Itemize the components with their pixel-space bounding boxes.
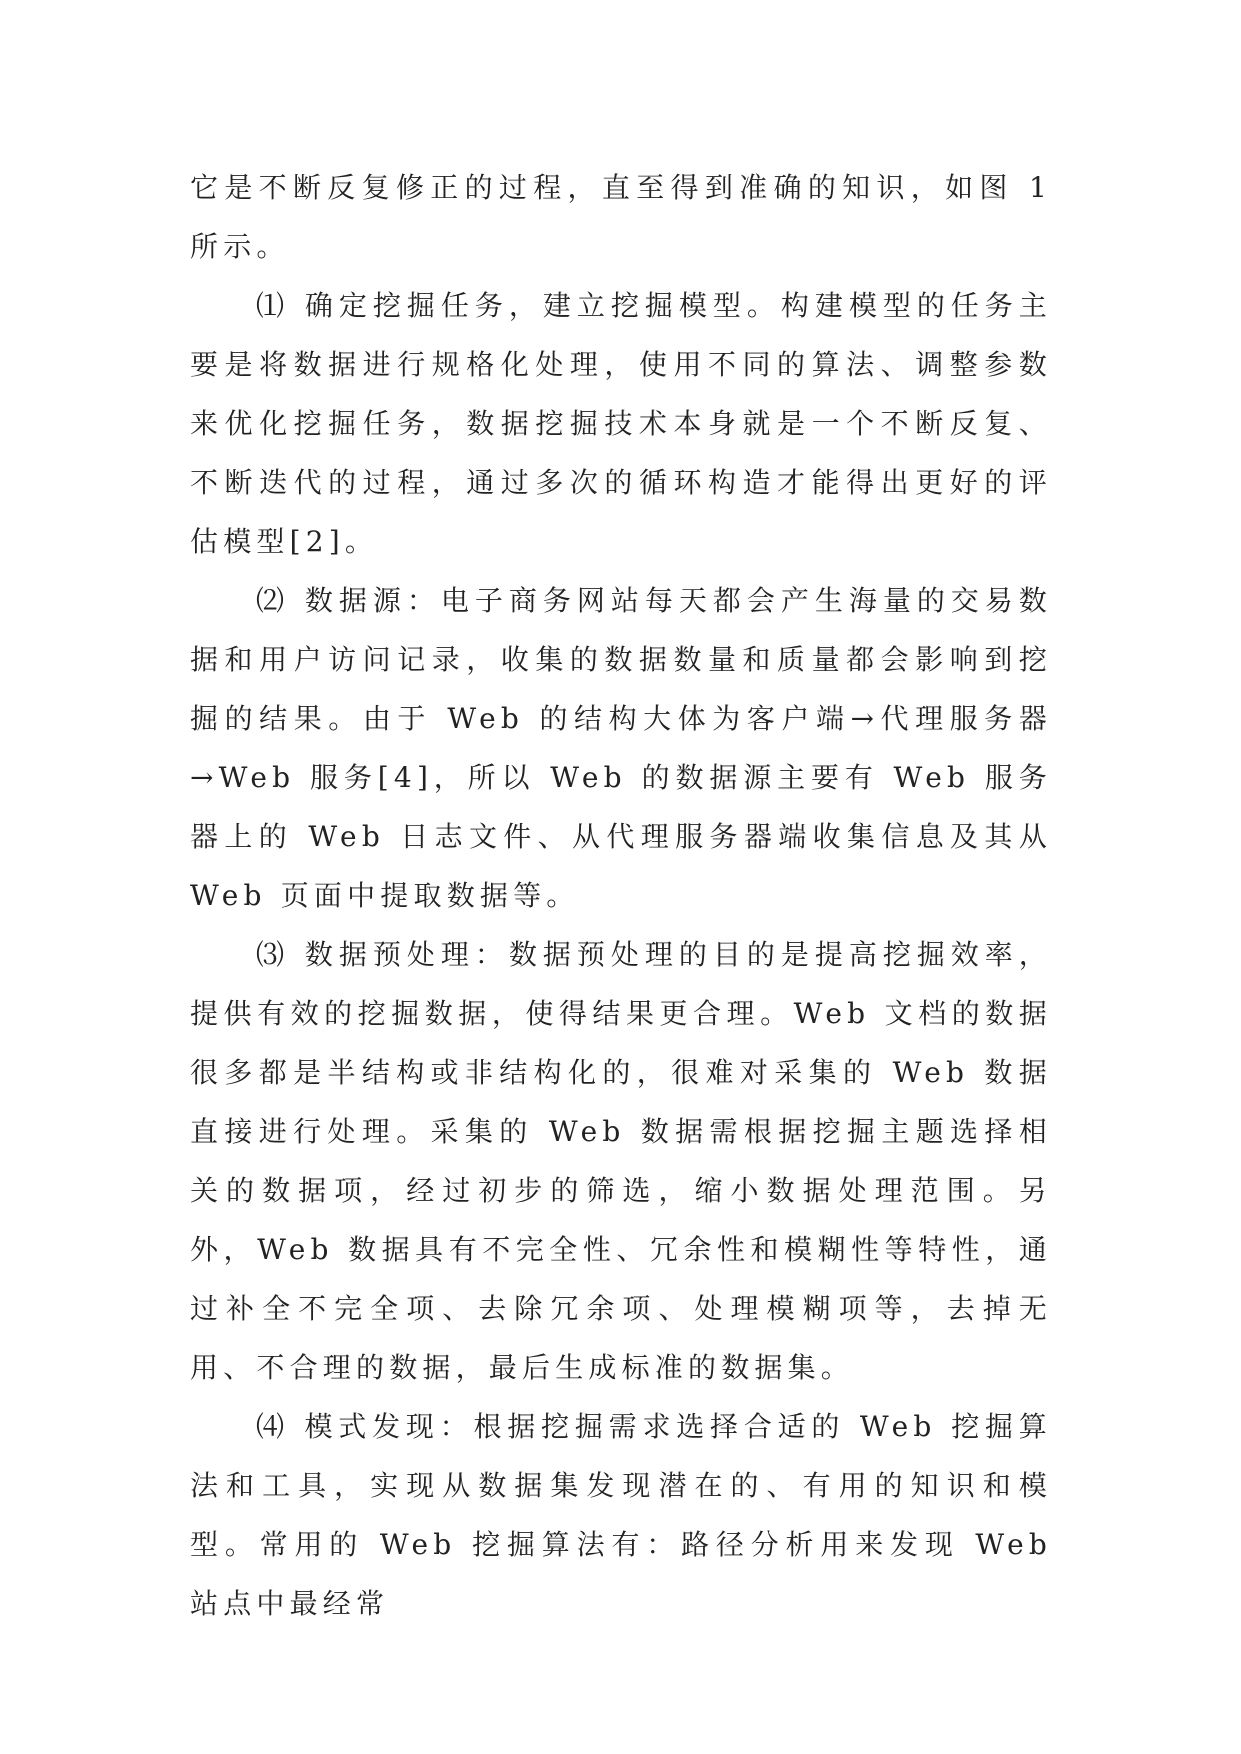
paragraph-step-2: ⑵ 数据源：电子商务网站每天都会产生海量的交易数据和用户访问记录，收集的数据数量和质量都会影响到挖掘的结果。由于 Web 的结构大体为客户端→代理服务器→Web 服务[4]，所以 Web 的数据源主要有 Web 服务器上的 Web 日志文件、从代理服务器端收集信息及其从 Web 页面中提取数据等。 <box>190 584 1052 912</box>
paragraph-step-4: ⑷ 模式发现：根据挖掘需求选择合适的 Web 挖掘算法和工具，实现从数据集发现潜在的、有用的知识和模型。常用的 Web 挖掘算法有：路径分析用来发现 Web 站点中最经常 <box>190 1410 1052 1620</box>
body-text <box>190 158 1052 1633</box>
paragraph-continuation: 它是不断反复修正的过程，直至得到准确的知识，如图 1 所示。 <box>190 171 1052 263</box>
paragraph-step-3: ⑶ 数据预处理：数据预处理的目的是提高挖掘效率，提供有效的挖掘数据，使得结果更合理。Web 文档的数据很多都是半结构或非结构化的，很难对采集的 Web 数据直接进行处理。采集的 Web 数据需根据挖掘主题选择相关的数据项，经过初步的筛选，缩小数据处理范围。另外，Web 数据具有不完全性、冗余性和模糊性等特性，通过补全不完全项、去除冗余项、处理模糊项等，去掉无用、不合理的数据，最后生成标准的数据集。 <box>190 938 1052 1384</box>
paragraph-step-1: ⑴ 确定挖掘任务，建立挖掘模型。构建模型的任务主要是将数据进行规格化处理，使用不同的算法、调整参数来优化挖掘任务，数据挖掘技术本身就是一个不断反复、不断迭代的过程，通过多次的循环构造才能得出更好的评估模型[2]。 <box>190 289 1052 558</box>
